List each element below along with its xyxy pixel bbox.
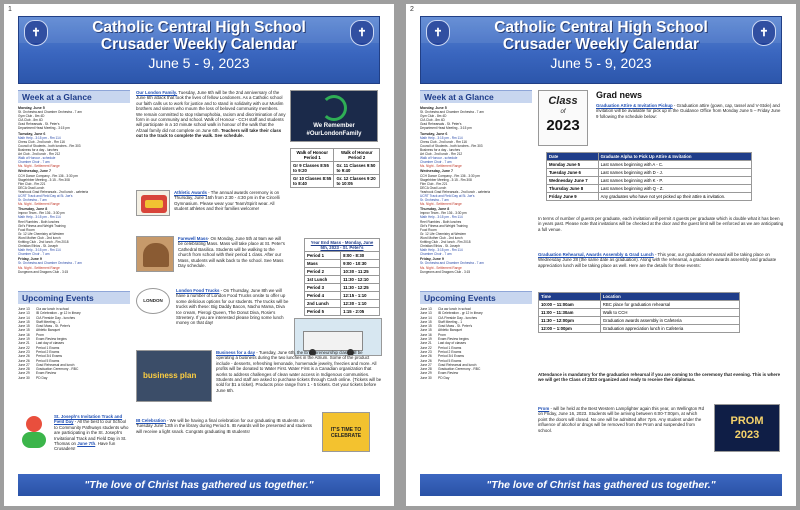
week-day: Wednesday, June 7 <box>420 169 454 174</box>
week-list <box>18 105 130 274</box>
mass-table-cell: 12:30 - 1:10 <box>341 300 380 308</box>
trophy-icon <box>145 200 163 208</box>
food-truck-paragraph <box>176 288 290 326</box>
london-family-paragraph <box>136 90 286 139</box>
attire-table-cell: Tuesday June 6 <box>547 169 599 177</box>
attire-table-cell: Friday June 9 <box>547 193 599 201</box>
upcoming-event: Period 5 Exams <box>36 358 60 363</box>
week-event: Business for a day - lunches <box>18 147 59 152</box>
prom-2023-image: PROM 2023 <box>714 404 780 452</box>
week-event: Christian Ethics - St. Joseph <box>420 244 461 249</box>
upcoming-date: June 30 <box>18 375 30 380</box>
upcoming-date: June 26 <box>18 358 30 363</box>
attire-table-cell: Thursday June 8 <box>547 185 599 193</box>
upcoming-date: June 30 <box>420 375 432 380</box>
week-event: Math Help - 3:15 pm - Rm 114 <box>18 215 61 220</box>
week-event: Council of Students - both lunches - Rm 303 <box>420 143 483 148</box>
grad-intro-text: - Graduation attire (gown, cap, tassel and V-Stole) and invitation will be available for pick up in the Guidance Office from Monday June 5 – Friday June 9 following the schedule below: <box>596 103 781 119</box>
week-heading: Week at a Glance <box>18 90 130 103</box>
grad-intro-paragraph <box>596 103 784 119</box>
week-event: Film Club - Rm 221 <box>420 181 448 186</box>
week-event: Improv Team - Rm 136 - 3:30 pm <box>18 211 65 216</box>
farewell-text: - On Monday, June 5th at 9am we will be celebrating Mass. Mass will take place at St. Peter's Cathedral Basilica. Students will be walking to the church from school with their period 1 class. After our Mass, students will walk back to the school. See Mass Day schedule. <box>178 236 285 269</box>
upcoming-date: June 23 <box>420 349 432 354</box>
stjoseph-tail: . Have fun Crusaders! <box>54 441 116 452</box>
time-table-cell: Graduation awards assembly in Cafeteria <box>600 317 739 325</box>
business-lead: Business for a day <box>216 350 256 355</box>
mass-table-cell: Period 4 <box>305 292 341 300</box>
guests-paragraph: In terms of number of guests per graduate, each invitation will permit 4 guests per graduate which is double what it has been in years past. Please note that invitations will be checked at the door and the guest limit will be enforced as we are anticipating a full venue. <box>538 216 784 232</box>
upcoming-date: June 27 <box>420 362 432 367</box>
footer-quote: "The love of Christ has gathered us together." <box>18 474 380 496</box>
remember-line1: We Remember <box>313 123 355 129</box>
mass-table-title: Year End Mass - Monday, June 5th, 2023 - St. Peter's <box>305 239 380 252</box>
week-event: Ms. Night - Settlement Range <box>420 164 462 169</box>
food-truck-lead: London Food Trucks <box>176 288 220 293</box>
upcoming-date: June 15 <box>420 324 432 329</box>
walk-table-cell: Gr. 12 Classes 9:20 to 10:05 <box>334 175 380 188</box>
upcoming-event: Prom <box>438 332 446 337</box>
week-event: St. Orchestra and Chamber Orchestra - 7 am <box>18 110 82 115</box>
walk-table-header: Walk of Honour Period 1 <box>291 149 334 162</box>
walk-table-cell: Gr 10 Classes 8:55 to 8:40 <box>291 175 334 188</box>
week-event: Gym Club - 8m 4D <box>420 114 447 119</box>
upcoming-date: June 14 <box>18 315 30 320</box>
time-table-row <box>539 325 740 333</box>
business-plan-image: business plan <box>136 350 212 402</box>
upcoming-event: CIa aw lunch in school <box>438 307 471 311</box>
time-table-cell: 11:00 – 11:30am <box>539 309 601 317</box>
attire-table-cell: Last names beginning with K - P. <box>598 177 751 185</box>
upcoming-event: Exam Review begins <box>36 337 67 342</box>
week-event: Word Mother Club - 2nd lunch <box>18 235 61 240</box>
week-day: Monday, June 5 <box>420 106 447 110</box>
week-event: Christian Ethics - St. Joseph <box>18 244 59 249</box>
page-2 <box>406 4 796 506</box>
mass-table-cell: 12:15 - 1:10 <box>341 292 380 300</box>
week-event: Council of Students - both lunches - Rm 303 <box>18 143 81 148</box>
mass-table-cell: 11:30 - 12:10 <box>341 276 380 284</box>
upcoming-date: June 21 <box>420 341 432 346</box>
week-day: Friday, June 9 <box>420 257 444 262</box>
week-event: Grad Rehearsals - St. Peter's <box>420 122 462 127</box>
prom-paragraph <box>538 406 708 433</box>
date-range: June 5 - 9, 2023 <box>148 55 250 71</box>
stjoseph-date: June 7th <box>77 441 96 447</box>
crest-icon: ✝ <box>752 20 776 46</box>
week-event: Ms. Night - Settlement Range <box>18 202 60 207</box>
upcoming-event: Period 1 Exams <box>438 345 462 350</box>
week-event: Reel Rumbles - Both lunches <box>18 219 60 224</box>
week-event: Art Club - 2nd lunch - Rm 212 <box>18 152 61 157</box>
upcoming-event: CIa aw lunch in school <box>36 307 69 311</box>
week-event: Gym Club - 8m 4D <box>18 114 45 119</box>
header-banner <box>420 16 782 84</box>
attire-table-row <box>547 177 752 185</box>
attire-table-header: Graduate Alpha to Pick Up Attire & Invitation <box>598 153 751 161</box>
upcoming-heading: Upcoming Events <box>18 291 130 304</box>
upcoming-date: June 23 <box>18 349 30 354</box>
upcoming-event: Last day of classes <box>438 341 467 346</box>
stjoseph-paragraph <box>54 414 130 452</box>
school-name: Catholic Central High School <box>494 19 708 36</box>
upcoming-event: Period 1 Exams <box>36 345 60 350</box>
crest-icon: ✝ <box>426 20 450 46</box>
rehearsal-paragraph <box>538 252 784 268</box>
mass-table-cell: Period 1 <box>305 252 341 260</box>
mass-table-cell: 9:00 - 10:30 <box>341 260 380 268</box>
walk-of-honour-table <box>290 148 380 188</box>
walk-table-cell: Gr 9 Classes 8:55 to 9:20 <box>291 162 334 175</box>
time-table-cell: 11:30 – 12:00pm <box>539 317 601 325</box>
upcoming-event: IB Celebration - gr 12 in library <box>36 311 81 316</box>
upcoming-date: June 19 <box>420 337 432 342</box>
upcoming-event: PD Day <box>36 375 48 380</box>
attire-table-row <box>547 185 752 193</box>
upcoming-date: June 14 <box>420 315 432 320</box>
mass-table-cell: Mass <box>305 260 341 268</box>
mass-schedule-table <box>304 238 380 316</box>
prom-lead: Prom <box>538 406 550 411</box>
week-event: CIA Club - 8m 4D <box>18 118 43 123</box>
mass-table-cell: 1:15 - 2:05 <box>341 308 380 316</box>
runner-icon <box>18 414 50 450</box>
crest-icon: ✝ <box>350 20 374 46</box>
header-banner <box>18 16 380 84</box>
attire-table-header: Date <box>547 153 599 161</box>
upcoming-date: June 15 <box>18 324 30 329</box>
week-event: Walk of Honour - schedule <box>420 156 458 161</box>
week-event: Sr. Orchestra and Chamber Orchestra - 7 am <box>420 261 484 266</box>
upcoming-heading: Upcoming Events <box>420 291 532 304</box>
upcoming-event: Prom <box>36 332 44 337</box>
week-event: Food Room <box>420 227 437 232</box>
class-of-2023-image: Class of 2023 <box>538 90 588 146</box>
attire-table-cell: Last names beginning with D - J. <box>598 169 751 177</box>
mass-table-cell: Period 2 <box>305 268 341 276</box>
upcoming-date: June 13 <box>420 311 432 316</box>
time-table-cell: RBC place for graduation rehearsal <box>600 301 739 309</box>
mass-table-row <box>305 252 380 260</box>
week-event: Food Room <box>18 227 35 232</box>
mass-table-cell: 10:30 - 11:25 <box>341 268 380 276</box>
mass-table-row <box>305 268 380 276</box>
week-event: Art Club - 2nd lunch - Rm 212 <box>420 152 463 157</box>
time-table-row <box>539 317 740 325</box>
upcoming-date: June 29 <box>420 371 432 376</box>
date-range: June 5 - 9, 2023 <box>550 55 652 71</box>
week-event: Sr. Orchestra - 7 am <box>18 198 47 203</box>
upcoming-list <box>420 307 532 380</box>
week-event: UCRT Track and Field Day at St. Joe's <box>420 193 475 198</box>
upcoming-row <box>18 376 130 380</box>
upcoming-date: June 15 <box>420 319 432 324</box>
week-heading: Week at a Glance <box>420 90 532 103</box>
athletic-awards-image <box>136 190 170 216</box>
upcoming-date: June 22 <box>18 345 30 350</box>
we-remember-image <box>290 90 378 142</box>
week-event: Math Help - 3:15 pm - Rm 114 <box>420 135 463 140</box>
week-event: Chess Club - 2nd lunch - Rm 116 <box>420 139 467 144</box>
week-event: Dungeons and Dragons Club - 3:15 <box>18 269 69 274</box>
rehearsal-text: - This year, our graduation rehearsal will be taking place on Wednesday June 28 (the same date as graduation). Along with the rehearsal, a graduation awards assembly and graduate appreciation lunch will be taking place as well. Here are the details for these events: <box>538 252 777 268</box>
week-event: Chamber Choir - 7 am <box>420 252 452 257</box>
time-table-cell: Walk to CCH <box>600 309 739 317</box>
upcoming-date: June 16 <box>18 332 30 337</box>
week-event: Department Head Meeting - 3:15 pm <box>420 126 472 131</box>
business-paragraph <box>216 350 382 393</box>
week-event: Ms. Night - Settlement Range <box>18 265 60 270</box>
upcoming-event: Staff Meeting - 1 <box>438 319 463 324</box>
attire-table-cell: Last names beginning with Q - Z. <box>598 185 751 193</box>
footer-quote: "The love of Christ has gathered us together." <box>420 474 782 496</box>
week-event: Word Mother Club - 2nd lunch <box>420 235 463 240</box>
upcoming-row <box>420 376 532 380</box>
london-logo: LONDON <box>136 288 170 314</box>
upcoming-event: Period 3/4 Exams <box>438 354 465 359</box>
prom-text: - will be held at the Best Western Lamplighter again this year, on Wellington Rd on Friday, June 16, 2023. Students will be arriving between 6:00-7:00pm, at which point the doors will closed. No one will be admitted after 7pm. Any student under the influence of alcohol or drugs will be removed from the Prom and suspended from school. <box>538 406 705 433</box>
week-event: Knitting Club - 2nd lunch - Rm 2018 <box>420 240 471 244</box>
week-event: Film Club - Rm 221 <box>18 181 46 186</box>
upcoming-event: Graduation Ceremony - RBC <box>36 367 79 372</box>
mass-table-row <box>305 308 380 316</box>
upcoming-event: Staff Meeting - 1 <box>36 319 61 324</box>
week-event: Math Help - 3:15 pm - Rm 114 <box>18 248 61 253</box>
week-event: Girl's Fitness and Weight Training <box>420 223 468 228</box>
upcoming-event: Exam Review <box>36 371 57 376</box>
upcoming-date: June 15 <box>420 328 432 333</box>
week-event: Gr. 12 Life Chemistry at Western <box>18 231 65 236</box>
upcoming-list <box>18 307 130 380</box>
week-event: Sr. Orchestra and Chamber Orchestra - 7 am <box>18 261 82 266</box>
london-family-tail: Teachers will take their class out to the track to complete the walk. See schedule. <box>136 127 282 139</box>
ib-paragraph <box>136 418 316 434</box>
walk-table-cell: Gr. 11 Classes 9:50 to 9:40 <box>334 162 380 175</box>
upcoming-date: June 28 <box>420 367 432 372</box>
upcoming-date: June 13 <box>420 307 432 311</box>
week-event: Dungeons and Dragons Club - 3:15 <box>420 269 471 274</box>
time-table-cell: 12:00 – 1:00pm <box>539 325 601 333</box>
upcoming-event: Grad Mass - St. Peter's <box>438 324 473 329</box>
upcoming-event: CIA Fireside Day - lunches <box>438 315 478 320</box>
attire-table-cell: Monday June 5 <box>547 161 599 169</box>
time-table-row <box>539 309 740 317</box>
stjoseph-lead: St. Joseph's Invitation Track and Field Day <box>54 414 123 425</box>
rehearsal-lead: Graduation Rehearsal, Awards Assembly & Grad Lunch <box>538 252 654 257</box>
upcoming-event: Athletic Banquet <box>36 328 61 333</box>
attire-table-row <box>547 193 752 201</box>
week-event: Chamber Choir - 7 am <box>420 160 452 165</box>
athletic-lead: Athletic Awards <box>174 190 207 195</box>
walk-table-header: Walk of Honour Period 2 <box>334 149 380 162</box>
upcoming-date: June 19 <box>18 337 30 342</box>
calendar-title: Crusader Weekly Calendar <box>502 36 700 53</box>
upcoming-event: Period 2 Exams <box>36 349 60 354</box>
page-number: 2 <box>410 6 414 13</box>
week-event: Reel Rumbles - Both lunches <box>420 219 462 224</box>
mass-table-cell: 1st Lunch <box>305 276 341 284</box>
stjoseph-text: - All the best to our School to Community Pathways students who are participating in the St. Joseph's Invitational Track and Field Day in St. Thomas on <box>54 419 129 447</box>
upcoming-date: June 22 <box>420 345 432 350</box>
time-table-header: Location <box>600 293 739 301</box>
week-event: CCH Dance Company - Rm 136 - 3:30 pm <box>420 173 480 178</box>
upcoming-date: June 16 <box>420 332 432 337</box>
church-icon <box>143 243 169 267</box>
week-event: CCH Dance Company - Rm 136 - 3:30 pm <box>18 173 78 178</box>
time-table-cell: 10:00 – 11:00am <box>539 301 601 309</box>
upcoming-date: June 28 <box>18 367 30 372</box>
week-event: Stagehbber Meeting - 3:15 - Rm 308 <box>18 177 70 182</box>
week-event: Gr. 12 Life Chemistry at Western <box>420 231 467 236</box>
school-name: Catholic Central High School <box>92 19 306 36</box>
week-event: DECA Grad Lunch <box>18 185 45 190</box>
business-text: - Tuesday, June 6th, the Entrepreneurship class will be operating a business during the two lunches in the Atrium. Some of the product include - desserts, refreshing lemonade, homemade jewelry, freezies and more. All profits will be donated to Water First. Water First is a Canadian organization that works to address challenges of clean water access in Indigenous communities. Students and staff are asked to purchase tickets through Cash online. (Tickets will be sold for $1 a ticket). Products price range from 1 - 5 tickets. Get your tickets before June 6th. <box>216 350 382 393</box>
page-number: 1 <box>8 6 12 13</box>
ib-lead: IB Celebration <box>136 418 166 423</box>
week-day: Thursday, June 8 <box>420 207 450 212</box>
athletic-text: - The annual awards ceremony is on Thursday, June 15th from 2:30 - 4:30 pm in the Circelli Gymnasium. Please wear your Team/Spirit wear. All student athletes and their families welcome! <box>174 190 280 212</box>
week-event: Yearbook Grad Rehearsals - 2nd lunch - cafeteria <box>420 189 491 194</box>
week-day: Thursday, June 8 <box>18 207 48 212</box>
week-event: Business for a day - lunches <box>420 147 461 152</box>
week-event: DECA Grad Lunch <box>420 185 447 190</box>
upcoming-event: Grad Rehearsal and lunch <box>438 362 477 367</box>
week-event: Sr. Orchestra - 7 am <box>420 198 449 203</box>
attire-table-cell: Last names beginning with A - C. <box>598 161 751 169</box>
week-event: Math Help - 3:15 pm - Rm 114 <box>420 215 463 220</box>
mass-table-cell: 2nd Lunch <box>305 300 341 308</box>
farewell-paragraph <box>178 236 286 268</box>
upcoming-event: Grad Rehearsal and lunch <box>36 362 75 367</box>
week-event: Grad Rehearsals - St. Peter's <box>18 122 60 127</box>
week-list <box>420 105 532 274</box>
week-day: Monday, June 5 <box>18 106 45 110</box>
week-event: Ms. Night - Settlement Range <box>18 164 60 169</box>
attire-pickup-table <box>546 152 752 201</box>
week-event: Ms. Night - Settlement Range <box>420 265 462 270</box>
upcoming-event: Grad Mass - St. Peter's <box>36 324 71 329</box>
mass-table-row <box>305 284 380 292</box>
celebrate-image: IT'S TIME TO CELEBRATE <box>322 412 370 452</box>
week-day: Friday, June 9 <box>18 257 42 262</box>
week-day: Tuesday, June 6 <box>420 131 448 136</box>
upcoming-event: CIA Fireside Day - lunches <box>36 315 76 320</box>
upcoming-date: June 26 <box>420 358 432 363</box>
week-event: Chamber Choir - 7 am <box>18 160 50 165</box>
week-event: St. Orchestra and Chamber Orchestra - 7 am <box>420 110 484 115</box>
truck-icon <box>303 331 363 351</box>
upcoming-event: Last day of classes <box>36 341 65 346</box>
mass-table-row <box>305 260 380 268</box>
week-event: Improv Team - Rm 136 - 3:30 pm <box>420 211 467 216</box>
upcoming-date: June 13 <box>18 307 30 311</box>
mass-table-row <box>305 300 380 308</box>
mass-image <box>136 236 174 272</box>
week-event: Walk of Honour - schedule <box>18 156 56 161</box>
week-day: Wednesday, June 7 <box>18 169 52 174</box>
upcoming-event: IB Celebration - gr 12 in library <box>438 311 483 316</box>
farewell-lead: Farewell Mass <box>178 236 208 241</box>
rehearsal-time-table <box>538 292 740 333</box>
remember-line2: #OurLondonFamily <box>306 131 362 137</box>
walk-table-row <box>291 175 380 188</box>
upcoming-event: Exam Review <box>438 371 459 376</box>
week-event: Knitting Club - 2nd lunch - Rm 2018 <box>18 240 69 244</box>
upcoming-date: June 15 <box>18 328 30 333</box>
week-event: Math Help - 3:15 pm - Rm 114 <box>18 135 61 140</box>
week-day: Tuesday, June 6 <box>18 131 46 136</box>
week-event: Chamber Choir - 7 am <box>18 252 50 257</box>
mass-table-cell: Period 5 <box>305 308 341 316</box>
upcoming-date: June 15 <box>18 319 30 324</box>
upcoming-date: June 13 <box>18 311 30 316</box>
week-event: Ms. Night - Settlement Range <box>420 202 462 207</box>
time-table-header: Time <box>539 293 601 301</box>
upcoming-date: June 29 <box>18 371 30 376</box>
grad-news-heading: Grad news <box>596 90 643 100</box>
ribbon-icon <box>321 95 347 121</box>
week-event: Yearbook Grad Rehearsals - 2nd lunch - cafeteria <box>18 189 89 194</box>
attire-table-cell: Any graduates who have not yet picked up their attire & invitation. <box>598 193 751 201</box>
mass-table-row <box>305 276 380 284</box>
week-event: Department Head Meeting - 3:15 pm <box>18 126 70 131</box>
mass-table-row <box>305 292 380 300</box>
upcoming-date: June 26 <box>18 354 30 359</box>
attire-table-row <box>547 169 752 177</box>
food-truck-text: - On Thursday, June 8th we will have a number of London Food Trucks onsite to offer up some delicious options for our students. The trucks will be trucks with these: Big Daddy Bacon, Nacho Mama, Diva Ice cream, Pierogi Queen, The Donut Diva, Rosie's Streetery. If you are interested please bring some lunch money on that day! <box>176 288 289 326</box>
upcoming-date: June 27 <box>18 362 30 367</box>
week-event: Stagehbber Meeting - 3:15 - Rm 308 <box>420 177 472 182</box>
page-1 <box>4 4 394 506</box>
upcoming-date: June 26 <box>420 354 432 359</box>
crest-icon: ✝ <box>24 20 48 46</box>
upcoming-event: Athletic Banquet <box>438 328 463 333</box>
ib-text: - We will be having a final celebration for our graduating IB students on Tuesday June 13th in the library during Period 5. IB Awards will be presented and students will receive a light snack. Congrats graduating IB students! <box>136 418 312 434</box>
london-family-lead: Our London Family. <box>136 90 178 95</box>
calendar-title: Crusader Weekly Calendar <box>100 36 298 53</box>
week-event: Math Help - 3:15 pm - Rm 114 <box>420 248 463 253</box>
time-table-row <box>539 301 740 309</box>
athletic-paragraph <box>174 190 284 212</box>
upcoming-event: Exam Review begins <box>438 337 469 342</box>
upcoming-event: Period 3/4 Exams <box>36 354 63 359</box>
mass-table-cell: 11:30 - 12:25 <box>341 284 380 292</box>
upcoming-event: PD Day <box>438 375 450 380</box>
mass-table-cell: 8:00 - 8:30 <box>341 252 380 260</box>
walk-table-row <box>291 162 380 175</box>
time-table-cell: Graduation appreciation lunch in Cafeteria <box>600 325 739 333</box>
week-event: UCRT Track and Field Day at St. Joe's <box>18 193 73 198</box>
week-event: Girl's Fitness and Weight Training <box>18 223 66 228</box>
london-family-text: Tuesday, June 6th will be the 2nd anniversary of the June 6th attack that took the lives of fellow Londoners. As a Catholic school our faith calls us to work for justice and to stand in solidarity with our Muslim brothers and sisters who mourn the loss of beloved community members. We remain committed to stop Islamophobia, racism and discrimination of any form in our community and school. Walk of Honour - CCH staff and students will participate in a 10 minute school walk in honour of the walk that the Afzaal family did not complete on June 6th. <box>136 90 286 133</box>
mandatory-paragraph: Attendance is mandatory for the graduation rehearsal if you are coming to the ceremony that evening. This is where we will get the Class of 2023 organized and ready to receive their diplomas. <box>538 372 781 383</box>
week-event: CIA Club - 8m 4D <box>420 118 445 123</box>
mass-table-cell: Period 3 <box>305 284 341 292</box>
upcoming-date: June 21 <box>18 341 30 346</box>
attire-table-cell: Wednesday June 7 <box>547 177 599 185</box>
attire-table-row <box>547 161 752 169</box>
upcoming-event: Period 5 Exams <box>438 358 462 363</box>
upcoming-event: Period 2 Exams <box>438 349 462 354</box>
grad-intro-lead: Graduation Attire & Invitation Pickup <box>596 103 673 108</box>
upcoming-event: Graduation Ceremony - RBC <box>438 367 481 372</box>
week-event: Chess Club - 2nd lunch - Rm 116 <box>18 139 65 144</box>
